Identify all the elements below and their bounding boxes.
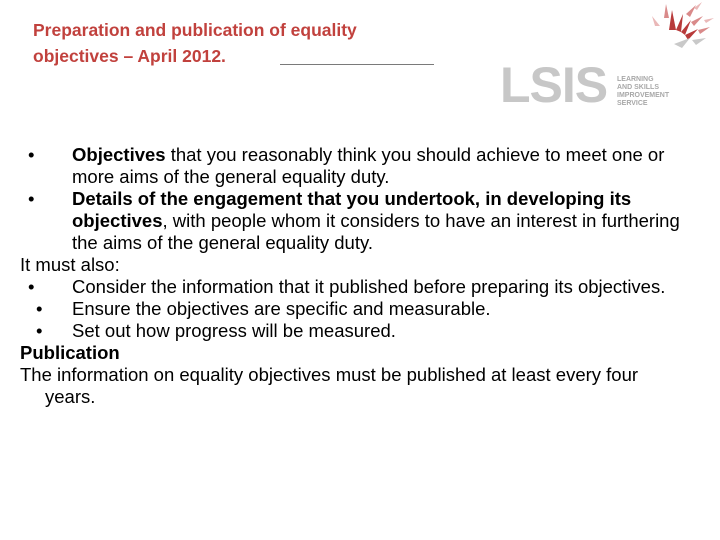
bullet-consider <box>20 276 690 298</box>
logo-sub-line: AND SKILLS <box>617 84 659 91</box>
bullet-text: , with people whom it considers to have an interest in furthering the aims of the general equality duty. <box>72 210 680 253</box>
logo-sub-line: LEARNING <box>617 76 654 83</box>
title-underline <box>280 64 434 65</box>
logo-sub-line: IMPROVEMENT <box>617 92 670 99</box>
logo-wordmark: LSIS <box>500 57 608 113</box>
logo-sub-line: SERVICE <box>617 100 648 107</box>
slide-title <box>33 17 453 69</box>
bullet-text: Ensure the objectives are specific and measurable. <box>72 298 491 319</box>
bullet-marker: • <box>28 276 35 297</box>
publication-text: The information on equality objectives must be published at least every four years. <box>20 364 639 407</box>
title-line-2: objectives – April 2012. <box>33 46 226 66</box>
bullet-text: Consider the information that it published before preparing its objectives. <box>72 276 666 297</box>
bullet-text: Set out how progress will be measured. <box>72 320 396 341</box>
bullet-objectives <box>20 144 690 188</box>
publication-heading: Publication <box>20 342 120 363</box>
must-also-label: It must also: <box>20 254 120 275</box>
bullet-marker: • <box>28 188 35 209</box>
bullet-marker: • <box>28 144 35 165</box>
bullet-marker: • <box>36 320 43 341</box>
bullet-bold-text: Objectives <box>72 144 166 165</box>
bullet-bold-text: Details of the engagement that you undertook, in developing its objectives <box>72 188 632 231</box>
title-line-1: Preparation and publication of equality <box>33 20 357 40</box>
logo-subtitle <box>617 76 669 108</box>
bullet-progress <box>20 320 690 342</box>
bullet-marker: • <box>36 298 43 319</box>
bullet-engagement <box>20 188 690 254</box>
slide-body <box>20 144 690 408</box>
bullet-ensure <box>20 298 690 320</box>
bullet-text: that you reasonably think you should achieve to meet one or more aims of the general equality duty. <box>72 144 665 187</box>
